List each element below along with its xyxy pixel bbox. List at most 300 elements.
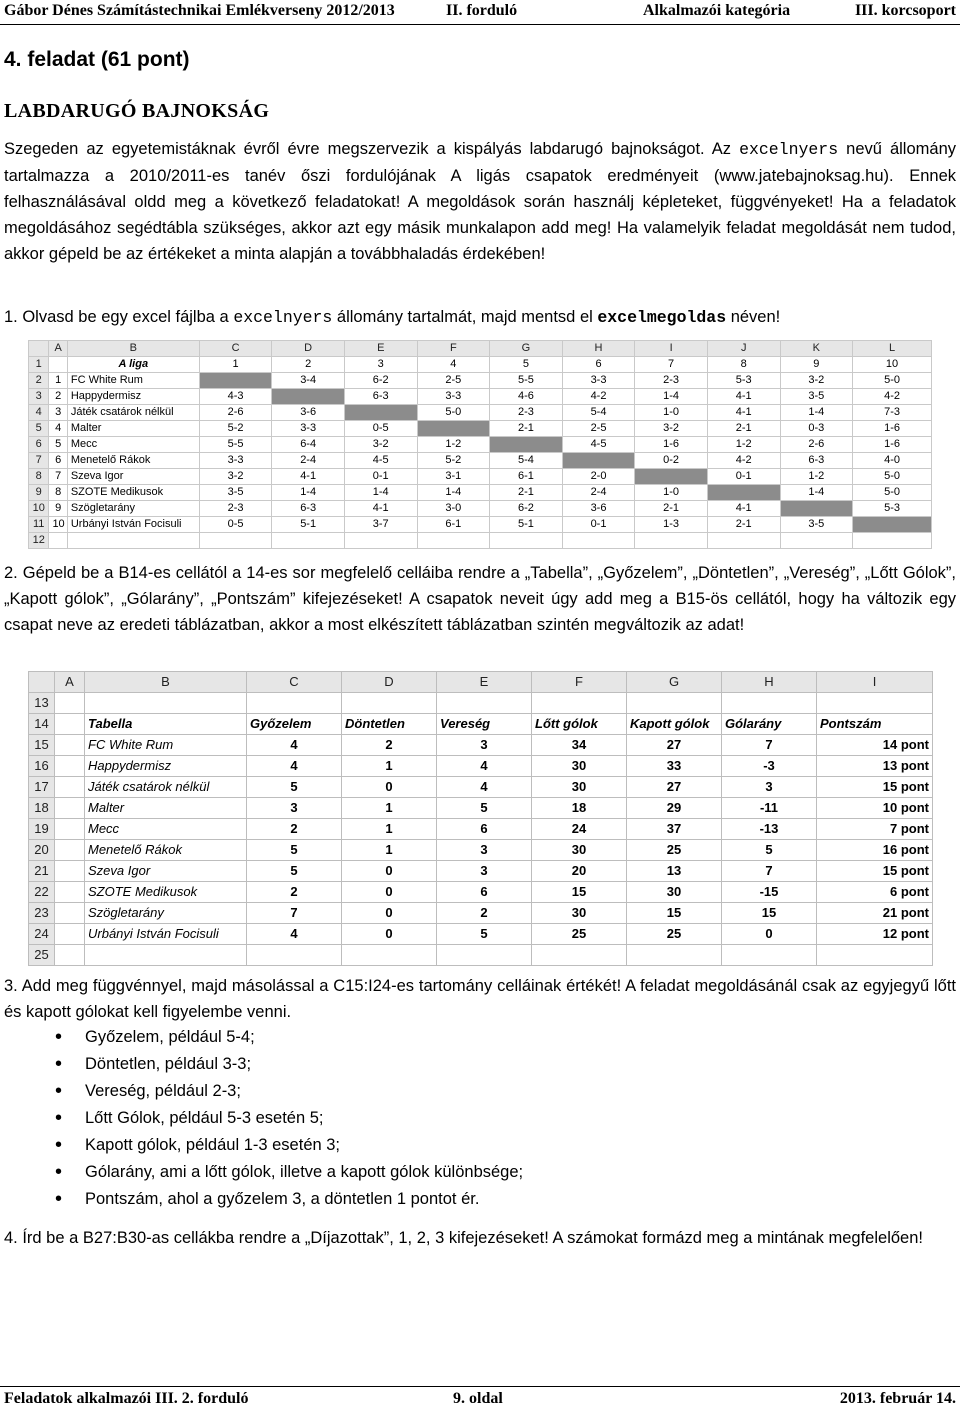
result-cell: 4-1 [344,501,417,517]
row-number: 21 [29,861,55,882]
cell [817,945,933,966]
row-number: 23 [29,903,55,924]
goals-for-cell: 30 [532,756,627,777]
result-cell: 3-2 [199,469,272,485]
cell [342,945,437,966]
points-cell: 14 pont [817,735,933,756]
standings-row [29,840,933,861]
result-cell: 3-6 [272,405,345,421]
row-number: 22 [29,882,55,903]
result-cell: 3-3 [272,421,345,437]
standings-row [29,882,933,903]
cell [417,533,490,549]
task1-text-c: néven! [726,308,781,326]
column-letter: G [490,341,563,357]
team-number-cell: 5 [49,437,67,453]
cell [85,945,247,966]
team-name-cell: Játék csatárok nélkül [85,777,247,798]
wins-cell: 5 [247,861,342,882]
result-cell: 6-1 [490,469,563,485]
column-letter: A [55,672,85,693]
goals-against-cell: 25 [627,924,722,945]
wins-cell: 2 [247,882,342,903]
standings-row [29,903,933,924]
header-row [29,714,933,735]
row-number: 16 [29,756,55,777]
page-footer [0,1386,960,1409]
cell [532,945,627,966]
result-cell: 5-1 [272,517,345,533]
column-letter: F [532,672,627,693]
blocked-cell [344,405,417,421]
wins-cell: 4 [247,924,342,945]
goals-against-cell: 15 [627,903,722,924]
header-level: III. korcsoport [854,2,956,19]
wins-cell: 4 [247,756,342,777]
result-cell: 3-3 [417,389,490,405]
task-subtitle: LABDARUGÓ BAJNOKSÁG [4,100,270,122]
cell [722,945,817,966]
header-category: Alkalmazói kategória [643,2,791,19]
team-number-cell: 9 [49,501,67,517]
wins-cell: 4 [247,735,342,756]
result-cell: 1-4 [272,485,345,501]
team-row [29,517,932,533]
team-number-cell: 10 [49,517,67,533]
result-cell: 5-2 [417,453,490,469]
result-cell: 1-4 [344,485,417,501]
result-cell: 3-5 [199,485,272,501]
task1-text-b: állomány tartalmát, majd mentsd el [332,308,598,326]
goals-against-cell: 25 [627,840,722,861]
result-cell: 4-2 [853,389,932,405]
intro-paragraph [4,136,956,267]
result-cell: 0-1 [562,517,635,533]
team-name-cell: Malter [67,421,199,437]
result-cell: 4-1 [707,389,780,405]
standings-row [29,777,933,798]
goal-diff-cell: -3 [722,756,817,777]
opponent-number-cell: 1 [199,357,272,373]
team-number-cell: 8 [49,485,67,501]
result-cell: 1-2 [417,437,490,453]
goals-for-cell: 18 [532,798,627,819]
criteria-item: • Gólarány, ami a lőtt gólok, illetve a kapott gólok különbsége; [55,1159,523,1186]
result-cell: 3-2 [635,421,708,437]
points-cell: 15 pont [817,777,933,798]
header-cell: Gólarány [722,714,817,735]
result-cell: 1-3 [635,517,708,533]
column-letter: G [627,672,722,693]
result-cell: 3-5 [780,517,853,533]
goal-diff-cell: 7 [722,861,817,882]
column-letter: L [853,341,932,357]
losses-cell: 4 [437,777,532,798]
row-number: 14 [29,714,55,735]
draws-cell: 0 [342,924,437,945]
criteria-item: • Vereség, például 2-3; [55,1078,523,1105]
cell [55,798,85,819]
cell [490,533,563,549]
result-cell: 2-6 [780,437,853,453]
column-letter: J [707,341,780,357]
results-sheet [28,340,932,549]
criteria-list [55,1024,523,1213]
column-letter: B [85,672,247,693]
result-cell: 2-3 [199,501,272,517]
team-number-cell: 1 [49,373,67,389]
sheet-row [29,693,933,714]
cell [49,533,67,549]
task1-file1: excelnyers [233,308,333,327]
draws-cell: 0 [342,777,437,798]
row-number: 19 [29,819,55,840]
team-number-cell: 6 [49,453,67,469]
task-title: 4. feladat (61 pont) [4,48,190,71]
team-name-cell: Szeva Igor [85,861,247,882]
goal-diff-cell: -15 [722,882,817,903]
result-cell: 0-5 [344,421,417,437]
goals-against-cell: 27 [627,735,722,756]
column-letter: I [817,672,933,693]
standings-sheet [28,671,933,966]
result-cell: 4-1 [272,469,345,485]
criteria-item: • Pontszám, ahol a győzelem 3, a döntetlen 1 pontot ér. [55,1186,523,1213]
cell [55,756,85,777]
column-header-row [29,341,932,357]
losses-cell: 2 [437,903,532,924]
result-cell: 1-0 [635,485,708,501]
goal-diff-cell: 3 [722,777,817,798]
criteria-item: • Kapott gólok, például 1-3 esetén 3; [55,1132,523,1159]
opponent-number-cell: 8 [707,357,780,373]
goals-for-cell: 30 [532,903,627,924]
result-cell: 1-2 [707,437,780,453]
goals-for-cell: 34 [532,735,627,756]
header-cell: Győzelem [247,714,342,735]
draws-cell: 0 [342,882,437,903]
result-cell: 3-2 [344,437,417,453]
result-cell: 1-2 [780,469,853,485]
result-cell: 0-5 [199,517,272,533]
draws-cell: 2 [342,735,437,756]
result-cell: 6-2 [490,501,563,517]
task2-text: 2. Gépeld be a B14-es cellától a 14-es sor megfelelő celláiba rendre a „Tabella”, „Győzelem”, „Döntetlen”, „Vereség”, „Lőtt Gólok”, „Kapott gólok”, „Gólarány”, „Pontszám” kifejezéseket! A csapatok neveit úgy add meg a B15-ös cellától, hogy ha változik egy csapat neve az eredeti táblázatban, akkor a most elkészített táblázatban szintén megváltozik az adat! [4,564,956,634]
team-row [29,485,932,501]
row-number: 7 [29,453,49,469]
result-cell: 5-0 [853,373,932,389]
team-name-cell: Happydermisz [85,756,247,777]
cell [55,777,85,798]
header-competition: Gábor Dénes Számítástechnikai Emlékverseny 2012/2013 [4,2,395,19]
cell [55,693,85,714]
result-cell: 1-6 [635,437,708,453]
row-number: 24 [29,924,55,945]
task1-text-a: 1. Olvasd be egy excel fájlba a [4,308,234,326]
result-cell: 2-4 [272,453,345,469]
goal-diff-cell: -13 [722,819,817,840]
cell [199,533,272,549]
result-cell: 5-5 [199,437,272,453]
result-cell: 3-7 [344,517,417,533]
column-letter: E [437,672,532,693]
team-row [29,437,932,453]
result-cell: 4-5 [562,437,635,453]
cell [707,533,780,549]
goals-against-cell: 13 [627,861,722,882]
column-letter: D [272,341,345,357]
result-cell: 3-3 [562,373,635,389]
sheet-row [29,357,932,373]
result-cell: 0-1 [344,469,417,485]
header-cell: Döntetlen [342,714,437,735]
losses-cell: 5 [437,798,532,819]
intro-text-a: Szegeden az egyetemistáknak évről évre megszervezik a kispályás labdarugó bajnokságot. Az [4,140,740,158]
header-cell: Tabella [85,714,247,735]
row-number: 15 [29,735,55,756]
result-cell: 2-1 [490,485,563,501]
header-cell: Pontszám [817,714,933,735]
result-cell: 2-6 [199,405,272,421]
wins-cell: 5 [247,840,342,861]
cell [635,533,708,549]
result-cell: 0-3 [780,421,853,437]
team-row [29,501,932,517]
cell [85,693,247,714]
cell [627,945,722,966]
result-cell: 3-1 [417,469,490,485]
footer-date: 2013. február 14. [839,1390,956,1407]
row-number: 4 [29,405,49,421]
page-header [0,2,960,25]
header-cell: Lőtt gólok [532,714,627,735]
result-cell: 1-6 [853,421,932,437]
filename-excelnyers: excelnyers [739,140,839,159]
result-cell: 6-3 [344,389,417,405]
result-cell: 2-5 [562,421,635,437]
result-cell: 4-0 [853,453,932,469]
result-cell: 4-2 [562,389,635,405]
draws-cell: 1 [342,798,437,819]
result-cell: 4-2 [707,453,780,469]
team-row [29,405,932,421]
column-letter: E [344,341,417,357]
team-name-cell: SZOTE Medikusok [67,485,199,501]
losses-cell: 6 [437,882,532,903]
result-cell: 4-6 [490,389,563,405]
header-round: II. forduló [446,2,518,19]
result-cell: 5-1 [490,517,563,533]
cell [780,533,853,549]
team-name-cell: SZOTE Medikusok [85,882,247,903]
result-cell: 1-4 [635,389,708,405]
row-number: 2 [29,373,49,389]
result-cell: 4-1 [707,405,780,421]
team-name-cell: FC White Rum [85,735,247,756]
column-letter: H [722,672,817,693]
cell [55,924,85,945]
intro-text-b: nevű állomány tartalmazza a 2010/2011-es tanév őszi fordulójának A ligás csapatok eredményeit (www.jatebajnoksag.hu). Ennek felhasználásával oldd meg a következő feladatokat! A megoldások során használj képleteket, függvényeket! Ha a feladatok megoldásához segédtábla szükséges, akkor azt egy másik munkalapon add meg! Ha valamelyik feladat megoldását nem tudod, akkor gépeld be az értékeket a minta alapján a továbbhaladás érdekében! [4,140,957,263]
cell [817,693,933,714]
cell [55,861,85,882]
corner-cell [29,341,49,357]
result-cell: 3-4 [272,373,345,389]
result-cell: 3-6 [562,501,635,517]
result-cell: 2-1 [707,421,780,437]
result-cell: 3-5 [780,389,853,405]
wins-cell: 2 [247,819,342,840]
blocked-cell [853,517,932,533]
opponent-number-cell: 2 [272,357,345,373]
column-header-row [29,672,933,693]
opponent-number-cell: 4 [417,357,490,373]
draws-cell: 1 [342,819,437,840]
cell [342,693,437,714]
opponent-number-cell: 6 [562,357,635,373]
losses-cell: 6 [437,819,532,840]
draws-cell: 1 [342,756,437,777]
column-letter: F [417,341,490,357]
team-name-cell: Szögletarány [85,903,247,924]
cell [247,693,342,714]
goals-against-cell: 27 [627,777,722,798]
result-cell: 7-3 [853,405,932,421]
losses-cell: 5 [437,924,532,945]
result-cell: 1-6 [853,437,932,453]
row-number: 13 [29,693,55,714]
goals-against-cell: 30 [627,882,722,903]
result-cell: 5-2 [199,421,272,437]
team-name-cell: Szögletarány [67,501,199,517]
team-name-cell: Malter [85,798,247,819]
points-cell: 15 pont [817,861,933,882]
goals-for-cell: 20 [532,861,627,882]
result-cell: 2-1 [707,517,780,533]
losses-cell: 3 [437,735,532,756]
standings-row [29,924,933,945]
column-letter: C [199,341,272,357]
row-number: 5 [29,421,49,437]
cell [344,533,417,549]
team-name-cell: Menetelő Rákok [85,840,247,861]
cell [67,533,199,549]
team-row [29,421,932,437]
cell [853,533,932,549]
criteria-item: • Győzelem, például 5-4; [55,1024,523,1051]
team-number-cell: 4 [49,421,67,437]
result-cell: 5-0 [417,405,490,421]
result-cell: 5-0 [853,469,932,485]
column-letter: B [67,341,199,357]
opponent-number-cell: 9 [780,357,853,373]
goals-for-cell: 30 [532,840,627,861]
team-name-cell: Játék csatárok nélkül [67,405,199,421]
cell [55,840,85,861]
opponent-number-cell: 3 [344,357,417,373]
result-cell: 1-4 [780,405,853,421]
task1-text [4,304,956,331]
column-letter: H [562,341,635,357]
blocked-cell [199,373,272,389]
cell [722,693,817,714]
opponent-number-cell: 10 [853,357,932,373]
result-cell: 1-4 [780,485,853,501]
blocked-cell [417,421,490,437]
cell [55,903,85,924]
points-cell: 21 pont [817,903,933,924]
task1-file2: excelmegoldas [597,308,727,327]
row-number: 18 [29,798,55,819]
points-cell: 10 pont [817,798,933,819]
result-cell: 0-2 [635,453,708,469]
team-name-cell: Mecc [85,819,247,840]
cell [55,945,85,966]
goal-diff-cell: -11 [722,798,817,819]
row-number: 17 [29,777,55,798]
points-cell: 7 pont [817,819,933,840]
result-cell: 5-4 [490,453,563,469]
draws-cell: 1 [342,840,437,861]
team-name-cell: Mecc [67,437,199,453]
row-number: 1 [29,357,49,373]
result-cell: 1-0 [635,405,708,421]
row-number: 3 [29,389,49,405]
result-cell: 5-5 [490,373,563,389]
footer-page: 9. oldal [453,1390,503,1407]
goal-diff-cell: 15 [722,903,817,924]
row-number: 9 [29,485,49,501]
result-cell: 6-3 [272,501,345,517]
column-letter: D [342,672,437,693]
column-letter: C [247,672,342,693]
row-number: 20 [29,840,55,861]
result-cell: 2-4 [562,485,635,501]
sheet-row [29,533,932,549]
result-cell: 0-1 [707,469,780,485]
cell [627,693,722,714]
opponent-number-cell: 7 [635,357,708,373]
wins-cell: 7 [247,903,342,924]
team-name-cell: Happydermisz [67,389,199,405]
header-cell: Kapott gólok [627,714,722,735]
row-number: 10 [29,501,49,517]
cell [437,945,532,966]
blocked-cell [490,437,563,453]
team-row [29,469,932,485]
cell [49,357,67,373]
goals-for-cell: 15 [532,882,627,903]
result-cell: 4-5 [344,453,417,469]
result-cell: 2-0 [562,469,635,485]
opponent-number-cell: 5 [490,357,563,373]
points-cell: 12 pont [817,924,933,945]
result-cell: 5-0 [853,485,932,501]
result-cell: 5-4 [562,405,635,421]
team-name-cell: Urbányi István Focisuli [85,924,247,945]
goals-for-cell: 25 [532,924,627,945]
result-cell: 2-3 [635,373,708,389]
column-letter: A [49,341,67,357]
team-name-cell: FC White Rum [67,373,199,389]
sheet-row [29,945,933,966]
task3-text: 3. Add meg függvénnyel, majd másolással a C15:I24-es tartomány celláinak értékét! A feladat megoldásánál csak az egyjegyű lőtt és kapott gólokat kell figyelembe venni. [4,977,956,1021]
cell [532,693,627,714]
cell [272,533,345,549]
cell [437,693,532,714]
cell [55,735,85,756]
blocked-cell [562,453,635,469]
result-cell: 4-1 [707,501,780,517]
